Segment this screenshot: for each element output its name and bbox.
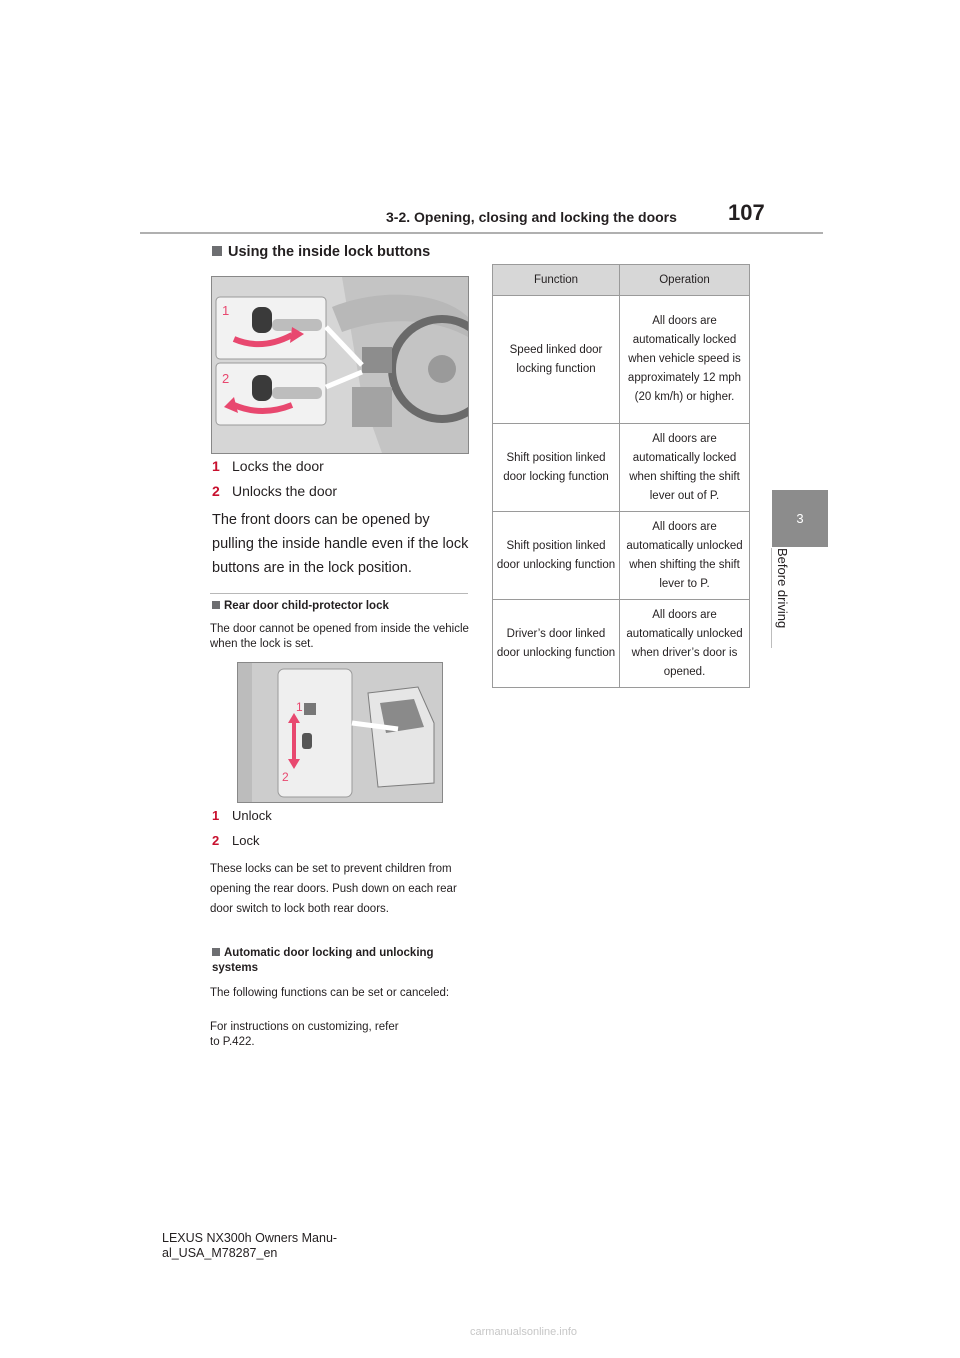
chapter-label: Before driving — [775, 548, 790, 629]
list-item: 1 Unlock — [212, 808, 272, 823]
square-bullet-icon — [212, 601, 220, 609]
function-cell: Shift position linked door locking function — [493, 424, 620, 512]
item-number: 1 — [212, 458, 220, 474]
door-lock-illustration — [212, 277, 468, 453]
chapter-tab[interactable] — [772, 490, 828, 547]
operation-cell: All doors are automatically locked when vehicle speed is approximately 12 mph (20 km/h) or higher. — [620, 296, 750, 424]
figure-callout-2: 2 — [282, 770, 289, 784]
chapter-number: 3 — [796, 511, 804, 526]
item-number: 2 — [212, 483, 220, 499]
table-row — [493, 424, 750, 512]
square-bullet-icon — [212, 246, 222, 256]
item-number: 1 — [212, 808, 220, 823]
footer-manual-id: LEXUS NX300h Owners Manu- al_USA_M78287_en — [162, 1231, 338, 1260]
paragraph-front-doors: The front doors can be opened by pulling the inside handle even if the lock buttons are in the lock position. — [212, 512, 469, 576]
function-cell: Shift position linked door unlocking function — [493, 512, 620, 600]
page-number: 107 — [728, 200, 765, 225]
figure-callout-1: 1 — [296, 700, 303, 714]
paragraph-child-lock-intro: The door cannot be opened from inside the vehicle when the lock is set. — [210, 623, 469, 650]
list-item: 2 Unlocks the door — [212, 483, 338, 499]
operation-cell: All doors are automatically unlocked when driver’s door is opened. — [620, 600, 750, 688]
operation-cell: All doors are automatically unlocked when shifting the shift lever to P. — [620, 512, 750, 600]
operation-cell: All doors are automatically locked when shifting the shift lever out of P. — [620, 424, 750, 512]
paragraph-auto-lock-1: The following functions can be set or canceled: — [210, 987, 450, 999]
column-header-function: Function — [493, 265, 620, 296]
footer-watermark[interactable]: carmanualsonline.info — [470, 1326, 578, 1338]
figure-inside-lock-buttons — [211, 276, 469, 454]
header-rule — [140, 232, 823, 234]
figure-callout-2: 2 — [222, 371, 230, 386]
item-number: 2 — [212, 833, 220, 848]
figure-child-protector-lock — [237, 662, 443, 803]
list-item: 2 Lock — [212, 833, 260, 848]
function-cell: Speed linked door locking function — [493, 296, 620, 424]
figure-callout-1: 1 — [222, 303, 230, 318]
table-row — [493, 296, 750, 424]
section-title: 3-2. Opening, closing and locking the doors — [386, 209, 677, 225]
square-bullet-icon — [212, 948, 220, 956]
section-divider — [210, 593, 468, 594]
table-row — [493, 512, 750, 600]
heading-child-lock: Rear door child-protector lock — [212, 600, 389, 612]
column-header-operation: Operation — [620, 265, 750, 296]
paragraph-child-lock: These locks can be set to prevent children from opening the rear doors. Push down on each rear door switch to lock both rear doors. — [210, 863, 457, 915]
table-row — [493, 600, 750, 688]
list-item: 1 Locks the door — [212, 458, 324, 474]
function-cell: Driver’s door linked door unlocking function — [493, 600, 620, 688]
heading-inside-lock: Using the inside lock buttons — [212, 244, 430, 260]
paragraph-auto-lock-2: For instructions on customizing, refer to P.422. — [210, 1021, 399, 1048]
heading-auto-lock: Automatic door locking and unlocking systems — [212, 947, 434, 974]
child-lock-illustration — [238, 663, 442, 802]
function-table — [492, 264, 750, 688]
